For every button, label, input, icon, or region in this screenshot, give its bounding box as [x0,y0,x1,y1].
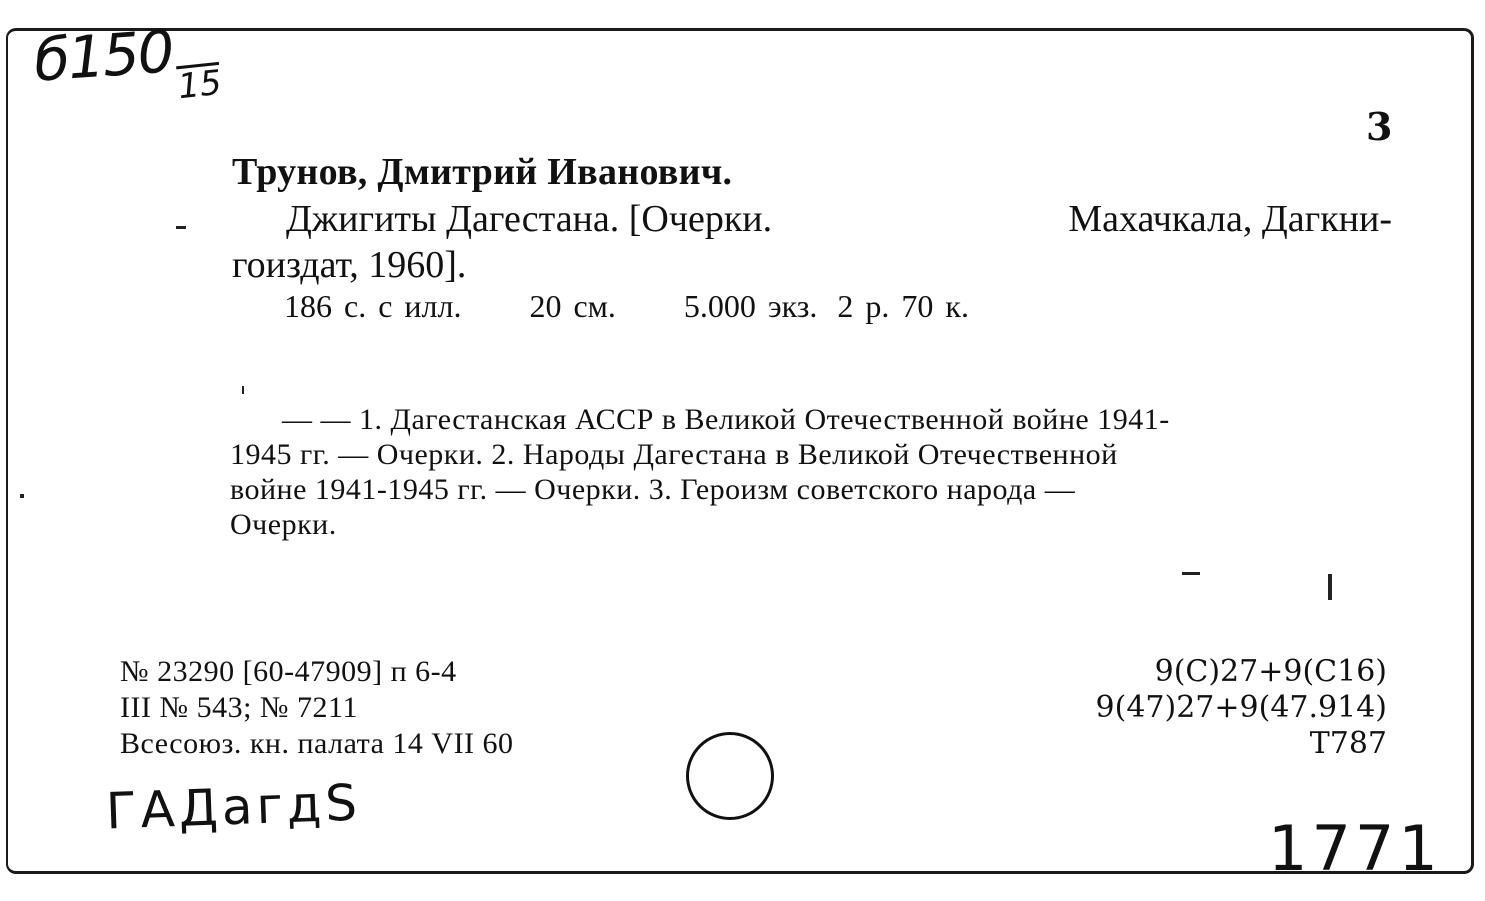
subject-line: Очерки. [230,508,337,541]
copies: 5.000 экз. [683,288,818,324]
registration-line: № 23290 [60-47909] п 6-4 [120,655,457,688]
subject-line: 1945 гг. — Очерки. 2. Народы Дагестана в Великой Отечественной [230,438,1118,471]
publisher-year: гоиздат, 1960]. [232,244,467,286]
subject-line: — — 1. Дагестанская АССР в Великой Отечественной войне 1941- [282,403,1170,436]
classification-line: 9(47)27+9(47.914) [1095,690,1387,725]
tick-mark [1328,574,1332,600]
subject-line: войне 1941-1945 гг. — Очерки. 3. Героизм советского народа — [230,473,1076,506]
author-mark: Т787 [1309,726,1387,761]
title-line [232,196,1392,242]
handwritten-shelf-sub: 15 [176,62,224,108]
price: 2 р. 70 к. [837,288,969,324]
author-heading: Трунов, Дмитрий Иванович. [232,151,733,193]
dash-mark [1182,572,1200,575]
registration-info [120,654,514,762]
registration-line: Всесоюз. кн. палата 14 VII 60 [120,727,514,760]
size: 20 см. [529,288,616,324]
publication-place: Махачкала, Дагкни- [1068,198,1392,240]
card-number: 3 [1366,104,1393,149]
classification-line: 9(С)27+9(С16) [1154,654,1387,689]
handwritten-shelf-mark: б150 [31,17,175,95]
circle-stamp [686,732,774,820]
dot-mark [20,494,24,498]
title-text: Джигиты Дагестана. [Очерки. [286,198,773,240]
tick-mark [242,386,244,394]
classification-info [1096,654,1387,762]
handwritten-code: ГАДагдS [105,773,362,841]
dash-mark [176,226,186,229]
handwritten-number: 1771 [1268,812,1442,885]
pages: 186 с. с илл. [284,288,462,324]
subject-headings [230,402,1390,542]
physical-description [284,288,1025,325]
registration-line: III № 543; № 7211 [120,691,358,724]
title-block [232,196,1392,288]
